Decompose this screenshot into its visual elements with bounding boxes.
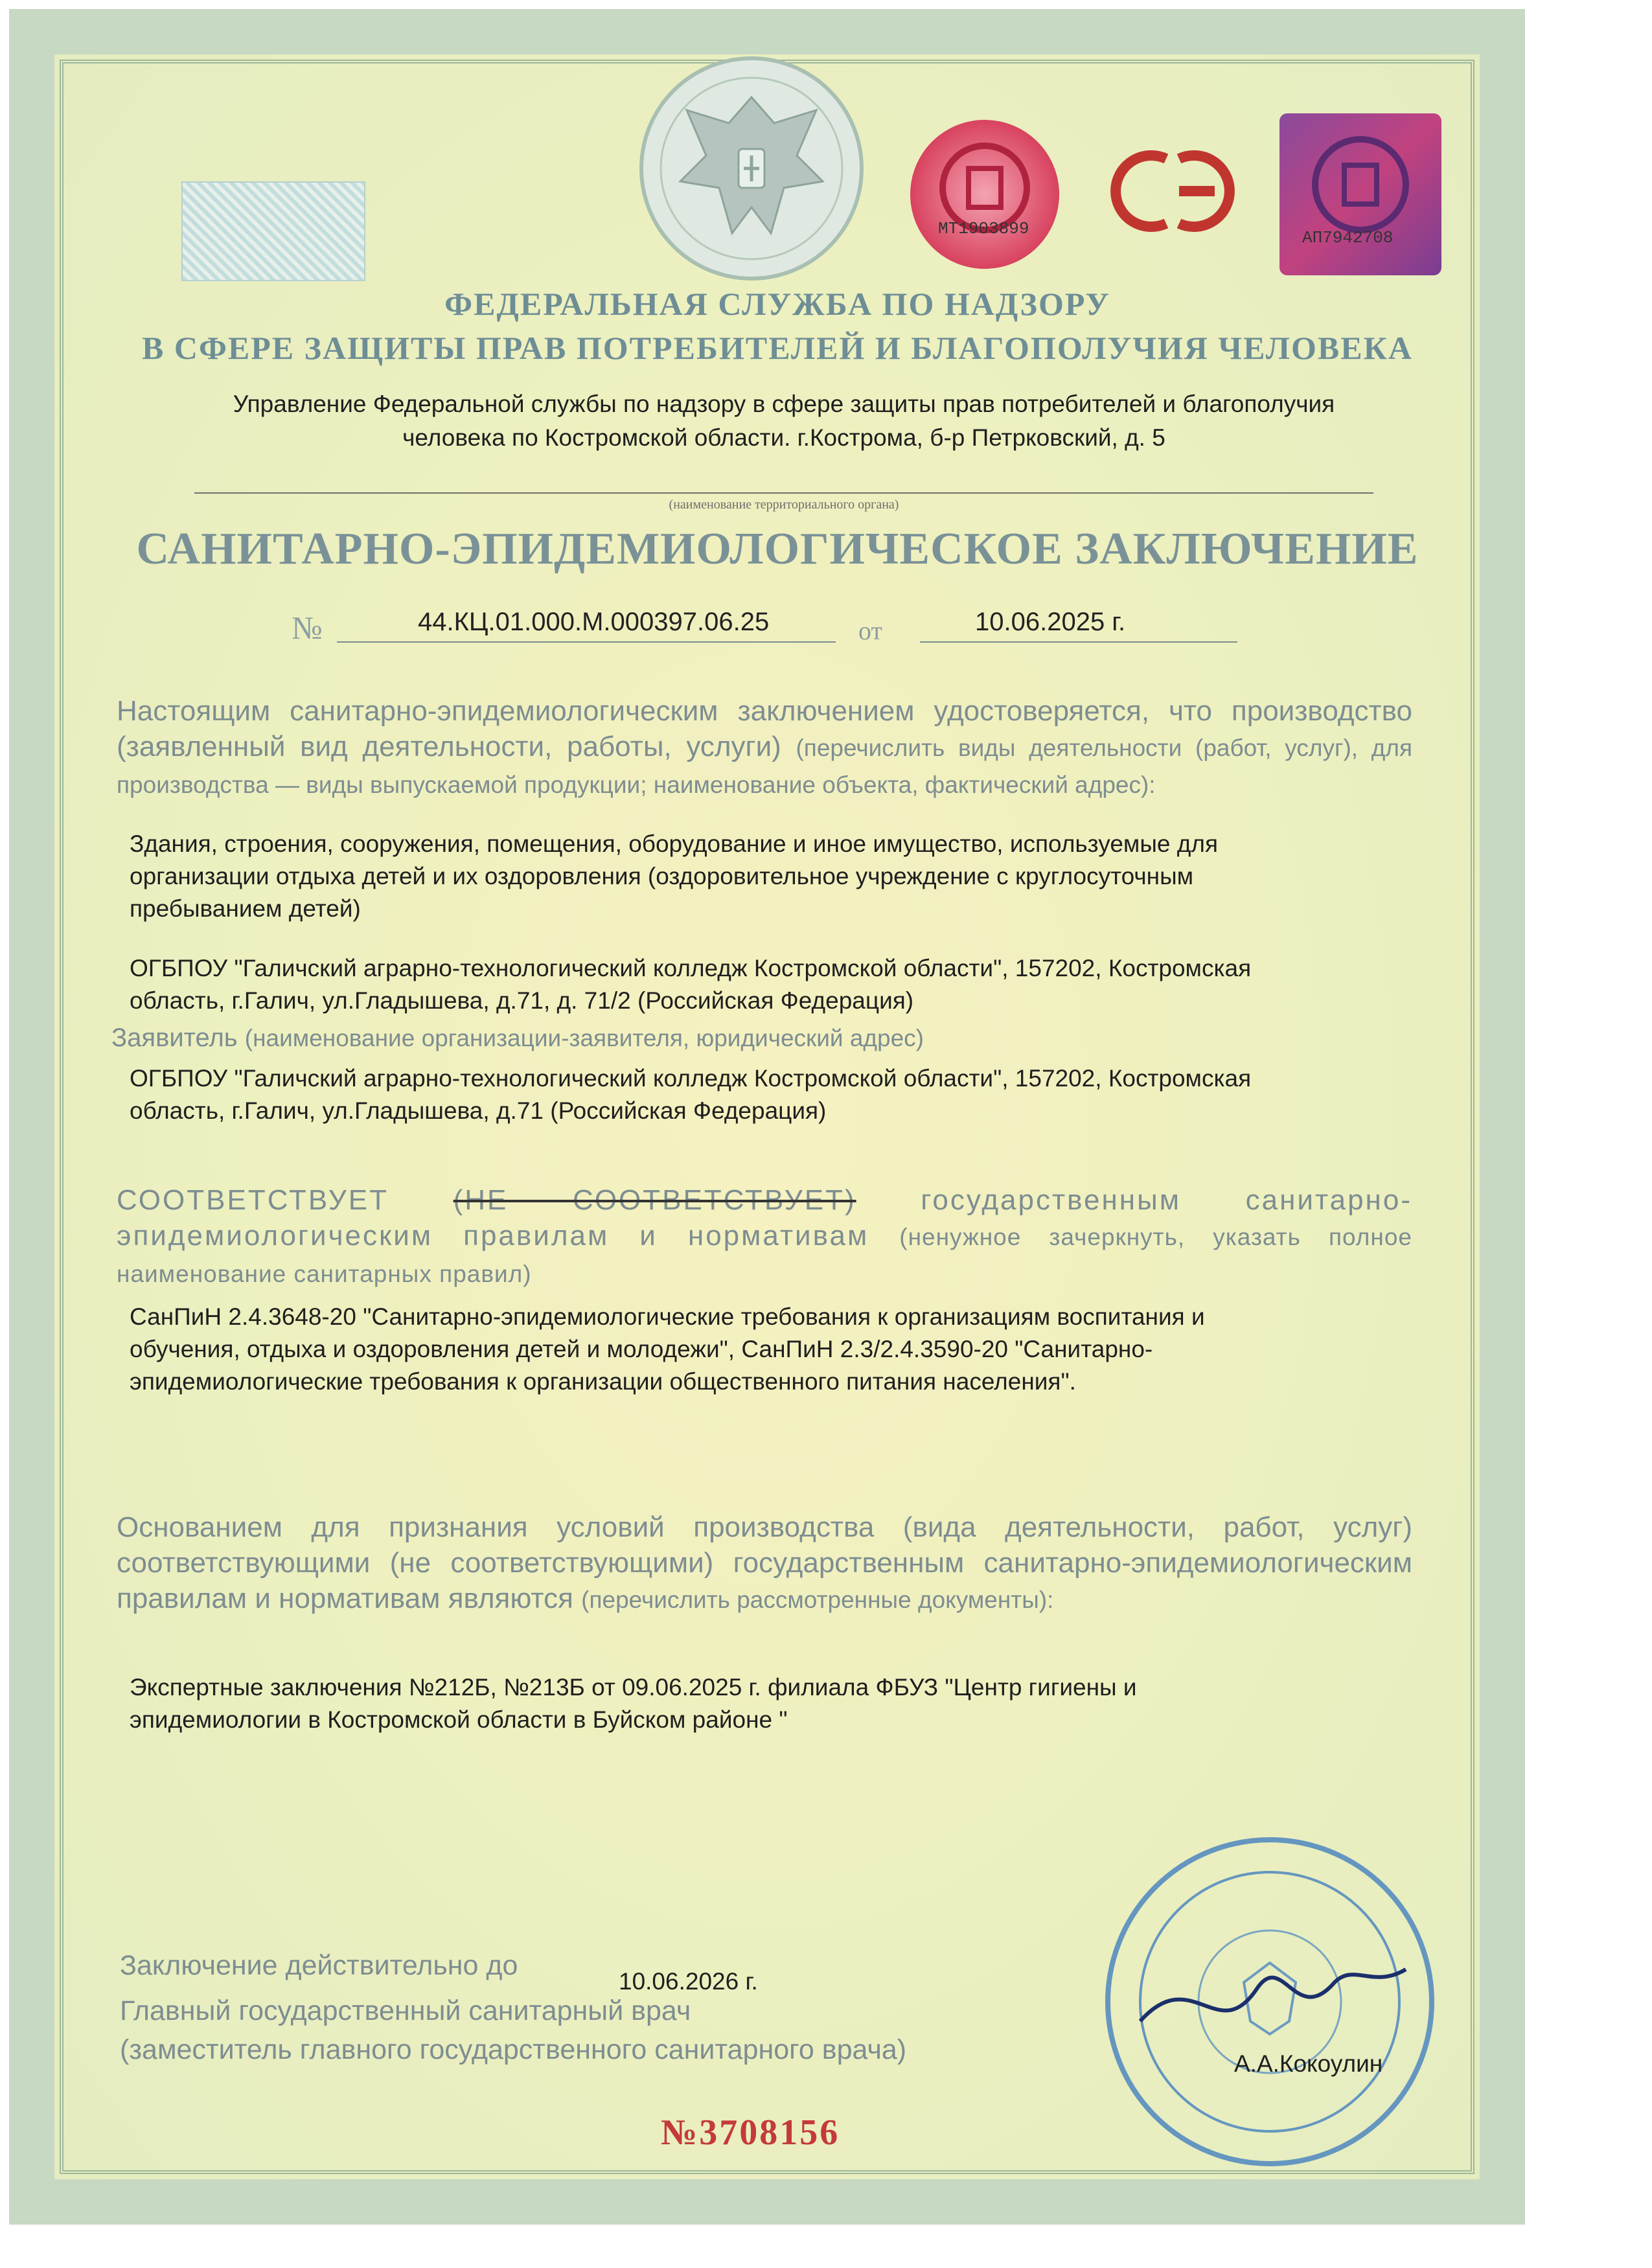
- sanitary-rules: [130, 1301, 1412, 1398]
- state-emblem-icon: [635, 52, 868, 285]
- official-seal-icon: [1101, 1833, 1438, 2170]
- intro-paragraph: [117, 693, 1412, 803]
- object-line1: Здания, строения, сооружения, помещения, оборудование и иное имущество, используемые для: [130, 830, 1218, 857]
- applicant-note: (наименование организации-заявителя, юридический адрес): [244, 1025, 924, 1051]
- document-title: САНИТАРНО-ЭПИДЕМИОЛОГИЧЕСКОЕ ЗАКЛЮЧЕНИЕ: [136, 524, 1419, 574]
- conformity-paragraph: [117, 1182, 1412, 1292]
- object-line2: организации отдыха детей и их оздоровления (оздоровительное учреждение с круглосуточным: [130, 863, 1194, 889]
- date-label: от: [858, 616, 882, 645]
- department-line1: Управление Федеральной службы по надзору в сфере защиты прав потребителей и благополучия: [233, 391, 1335, 417]
- object-line3: пребыванием детей): [130, 895, 361, 922]
- basis-paragraph: [117, 1509, 1412, 1618]
- certification-hologram-icon: [1276, 110, 1445, 279]
- stamp-left-code: МТ1903899: [938, 219, 1029, 238]
- expert-conclusions: [130, 1671, 1412, 1736]
- object-address: [130, 952, 1412, 1017]
- date-underline: [920, 641, 1237, 643]
- department-line2: человека по Костромской области. г.Кострома, б-р Петрковский, д. 5: [402, 424, 1165, 451]
- se-conformity-mark-icon: [1095, 143, 1250, 240]
- org-line1: ОГБПОУ "Галичский аграрно-технологический колледж Костромской области", 157202, Костромская: [130, 955, 1252, 981]
- applicant-line2: область, г.Галич, ул.Гладышева, д.71 (Российская Федерация): [130, 1097, 827, 1124]
- not-conform-struck: (НЕ СООТВЕТСТВУЕТ): [453, 1184, 856, 1216]
- basis-main-text: Основанием для признания условий производства (вида деятельности, работ, услуг) соответствующими (не соответствующими) государственным санитарно-эпидемиологическим правилам и нормативам являются: [117, 1511, 1412, 1614]
- valid-until-date: 10.06.2026 г.: [619, 1968, 758, 1995]
- applicant-line1: ОГБПОУ "Галичский аграрно-технологический колледж Костромской области", 157202, Костромская: [130, 1065, 1252, 1092]
- sanpin-line3: эпидемиологические требования к организации общественного питания населения".: [130, 1368, 1076, 1395]
- conform-note: (ненужное зачеркнуть, указать полное наименование санитарных правил): [117, 1224, 1412, 1287]
- sanpin-line2: обучения, отдыха и оздоровления детей и молодежи", СанПиН 2.3/2.4.3590-20 "Санитарно-: [130, 1336, 1153, 1362]
- expert-line2: эпидемиологии в Костромской области в Буйском районе ": [130, 1706, 788, 1733]
- org-line2: область, г.Галич, ул.Гладышева, д.71, д. 71/2 (Российская Федерация): [130, 987, 914, 1014]
- number-underline: [337, 641, 836, 643]
- basis-note-text: (перечислить рассмотренные документы):: [581, 1586, 1054, 1613]
- number-label: №: [292, 610, 323, 646]
- agency-name-line1: ФЕДЕРАЛЬНАЯ СЛУЖБА ПО НАДЗОРУ: [444, 286, 1110, 322]
- certification-stamp-icon: [907, 117, 1062, 272]
- signer-name: А.А.Кокоулин: [1234, 2050, 1383, 2077]
- conform-rest: государственным санитарно-эпидемиологическим правилам и нормативам: [117, 1184, 1412, 1252]
- applicant-heading: [111, 1024, 1407, 1053]
- form-serial-number: №3708156: [661, 2113, 840, 2153]
- chief-doctor-title: Главный государственный санитарный врач: [120, 1995, 691, 2026]
- hologram-strip: [181, 181, 365, 281]
- valid-until-label: Заключение действительно до: [120, 1950, 518, 1981]
- department-name: [104, 387, 1464, 455]
- applicant-label: Заявитель: [111, 1024, 238, 1052]
- department-caption: (наименование территориального органа): [669, 498, 899, 512]
- conform-word: СООТВЕТСТВУЕТ: [117, 1184, 389, 1216]
- document-date: 10.06.2025 г.: [975, 608, 1126, 636]
- stamp-right-code: АП7942708: [1302, 228, 1394, 247]
- agency-name-line2: В СФЕРЕ ЗАЩИТЫ ПРАВ ПОТРЕБИТЕЛЕЙ И БЛАГОПОЛУЧИЯ ЧЕЛОВЕКА: [142, 330, 1413, 366]
- intro-note-text: (перечислить виды деятельности (работ, услуг), для производства — виды выпускаемой продукции; наименование объекта, фактический адрес):: [117, 735, 1412, 798]
- intro-main-text: Настоящим санитарно-эпидемиологическим заключением удостоверяется, что производство (заявленный вид деятельности, работы, услуги): [117, 695, 1412, 762]
- sanpin-line1: СанПиН 2.4.3648-20 "Санитарно-эпидемиологические требования к организациям воспитания и: [130, 1303, 1205, 1330]
- divider-line: [194, 492, 1373, 494]
- applicant-details: [130, 1062, 1412, 1127]
- chief-doctor-deputy-title: (заместитель главного государственного санитарного врача): [120, 2034, 907, 2065]
- expert-line1: Экспертные заключения №212Б, №213Б от 09.06.2025 г. филиала ФБУЗ "Центр гигиены и: [130, 1674, 1137, 1701]
- object-description: [130, 828, 1412, 925]
- document-number: 44.КЦ.01.000.М.000397.06.25: [418, 608, 770, 636]
